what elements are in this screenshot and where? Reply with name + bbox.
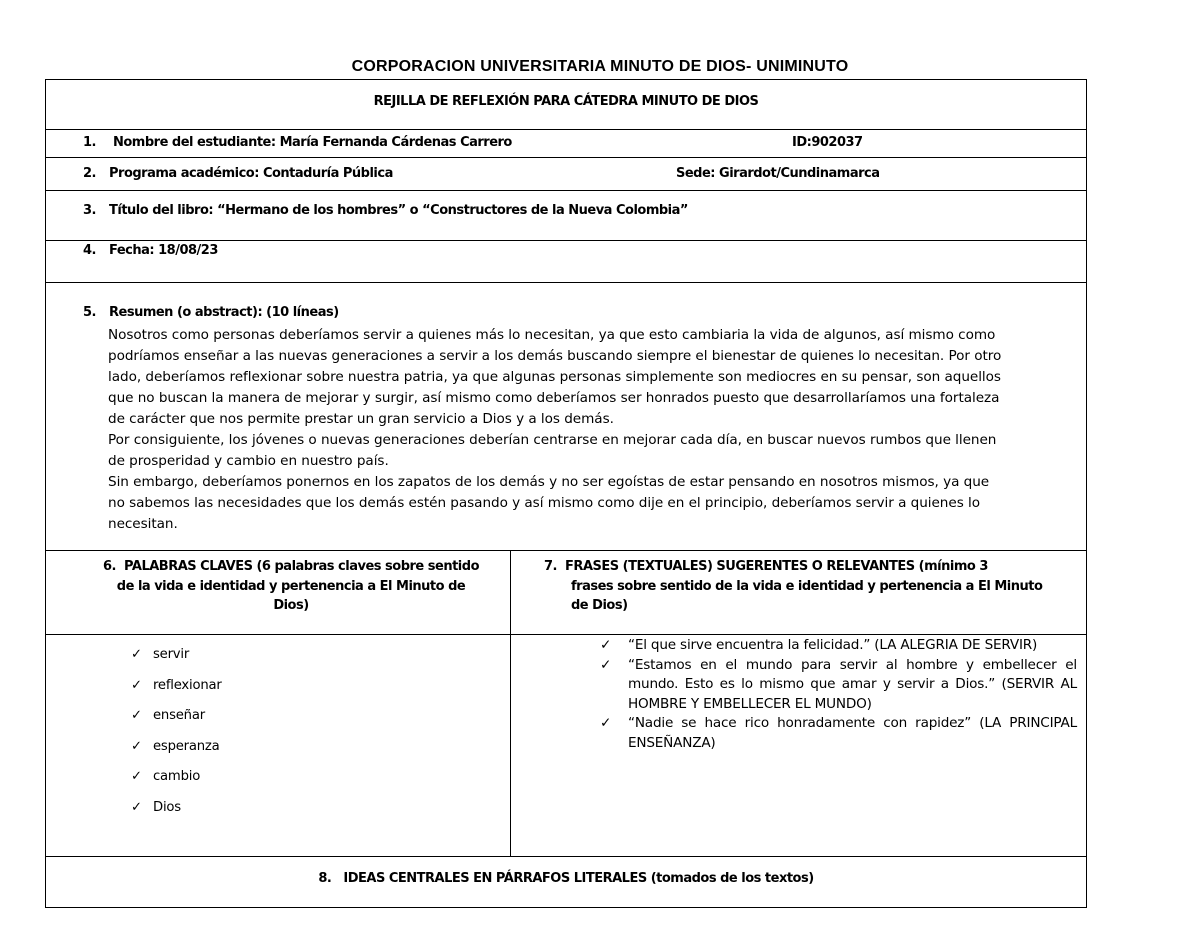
keyword-item: ✓ enseñar [131, 708, 205, 724]
phrase-item: ✓ “Estamos en el mundo para servir al hombre y embellecer el mundo. Esto es lo mismo que amar y servir a Dios.” (SERVIR AL HOMBRE Y EMBELLECER EL MUNDO) [600, 656, 1077, 712]
date-field: Fecha: 18/08/23 [109, 243, 218, 258]
student-name-field: Nombre del estudiante: María Fernanda Cárdenas Carrero [113, 135, 512, 150]
keyword-item: ✓ esperanza [131, 738, 220, 754]
summary-line: que no buscan la manera de mejorar y surgir, así mismo como deberíamos ser honrados puesto que desarrollaríamos una fortaleza [108, 390, 1000, 406]
reflection-grid [45, 79, 1087, 908]
checkmark-icon: ✓ [131, 647, 142, 662]
phrase-item: ✓ “Nadie se hace rico honradamente con rapidez” (LA PRINCIPAL ENSEÑANZA) [600, 715, 1077, 751]
institution-title: CORPORACION UNIVERSITARIA MINUTO DE DIOS- UNIMINUTO [351, 58, 849, 75]
section-number: 8. [318, 871, 332, 886]
keyword-item: ✓ cambio [131, 769, 201, 785]
summary-line: podríamos enseñar a las nuevas generaciones a servir a los demás buscando siempre el bienestar de quienes lo necesitan. Por otro [108, 348, 1002, 364]
summary-line: de carácter que nos permite prestar un gran servicio a Dios y a los demás. [108, 411, 614, 427]
checkmark-icon: ✓ [131, 769, 142, 785]
summary-line: Nosotros como personas deberíamos servir a quienes más lo necesitan, ya que esto cambiaria la vida de algunos, así mismo como [108, 327, 996, 343]
keywords-list [131, 647, 222, 831]
book-title-field: Título del libro: “Hermano de los hombres” o “Constructores de la Nueva Colombia” [109, 203, 688, 218]
checkmark-icon: ✓ [131, 708, 142, 724]
column-divider [510, 551, 511, 856]
form-title-row [46, 80, 1086, 130]
date-row [46, 241, 1086, 283]
form-title: REJILLA DE REFLEXIÓN PARA CÁTEDRA MINUTO DE DIOS [373, 94, 759, 109]
phrase-item: ✓ “El que sirve encuentra la felicidad.” (LA ALEGRIA DE SERVIR) [600, 636, 1077, 656]
phrases-list [600, 636, 1077, 753]
checkmark-icon: ✓ [600, 715, 612, 731]
summary-line: de prosperidad y cambio en nuestro país. [108, 453, 389, 469]
section-number: 6. [103, 559, 116, 574]
checkmark-icon: ✓ [131, 799, 142, 815]
phrases-heading: 7. FRASES (TEXTUALES) SUGERENTES O RELEVANTES (mínimo 3 frases sobre sentido de la vida e identidad y pertenencia a El Minuto de Dios) [544, 559, 1043, 613]
checkmark-icon: ✓ [131, 677, 142, 693]
keyword-item: ✓ servir [131, 647, 190, 662]
field-number: 4. [83, 243, 96, 258]
central-ideas-row [46, 857, 1086, 907]
student-id-field: ID:902037 [792, 135, 863, 150]
sede-field: Sede: Girardot/Cundinamarca [676, 166, 880, 181]
checkmark-icon: ✓ [131, 738, 142, 754]
student-row [46, 130, 1086, 158]
summary-row [46, 283, 1086, 551]
central-ideas-heading: 8. IDEAS CENTRALES EN PÁRRAFOS LITERALES (tomados de los textos) [318, 871, 814, 886]
summary-label: Resumen (o abstract): (10 líneas) [109, 305, 339, 320]
checkmark-icon: ✓ [600, 656, 612, 673]
field-number: 2. [83, 166, 96, 181]
summary-line: Sin embargo, deberíamos ponernos en los zapatos de los demás y no ser egoístas de estar pensando en nosotros mismos, ya que [108, 474, 990, 490]
field-number: 5. [83, 305, 96, 320]
summary-line: necesitan. [108, 516, 178, 532]
program-field: Programa académico: Contaduría Pública [109, 166, 393, 181]
summary-line: Por consiguiente, los jóvenes o nuevas generaciones deberían centrarse en mejorar cada día, en buscar nuevos rumbos que llenen [108, 432, 997, 448]
book-row [46, 191, 1086, 241]
section-number: 7. [544, 559, 557, 574]
keywords-phrases-header-row [46, 551, 1086, 635]
keywords-heading: 6. PALABRAS CLAVES (6 palabras claves sobre sentido de la vida e identidad y pertenencia a El Minuto de Dios) [103, 559, 479, 613]
checkmark-icon: ✓ [600, 637, 612, 653]
program-row [46, 158, 1086, 191]
summary-text [108, 325, 1083, 535]
summary-line: lado, deberíamos reflexionar sobre nuestra patria, ya que algunas personas simplemente son mediocres en su pensar, son aquellos [108, 369, 1001, 385]
keyword-item: ✓ Dios [131, 799, 181, 815]
keyword-item: ✓ reflexionar [131, 677, 222, 693]
field-number: 3. [83, 203, 96, 218]
summary-line: no sabemos las necesidades que los demás estén pasando y así mismo como dije en el principio, deberíamos servir a quienes lo [108, 495, 980, 511]
field-number: 1. [83, 135, 96, 150]
